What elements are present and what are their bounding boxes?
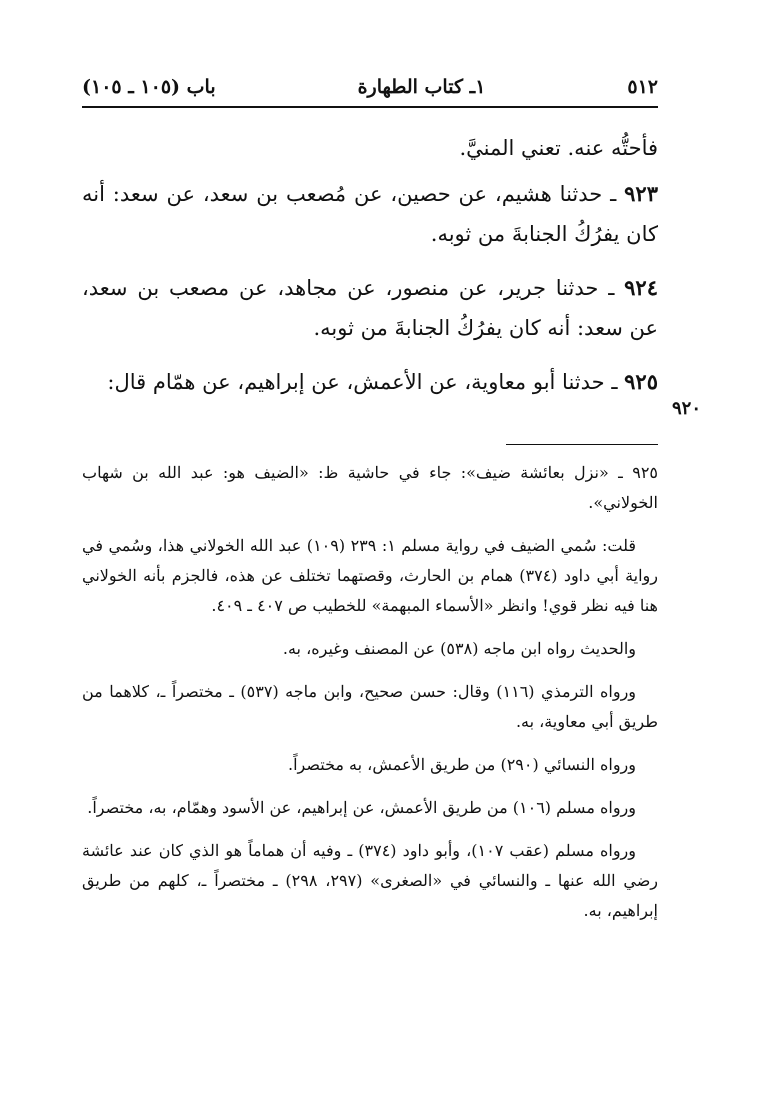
footnote-paragraph: ورواه الترمذي (١١٦) وقال: حسن صحيح، وابن ماجه (٥٣٧) ـ مختصراً ـ، كلاهما من طريق أبي معاوية، به. bbox=[82, 682, 658, 731]
page-number: ٥١٢ bbox=[627, 76, 658, 98]
hadith-number: ٩٢٥ bbox=[624, 369, 658, 394]
margin-hadith-number: ٩٢٠ bbox=[672, 398, 702, 419]
footnote-paragraph: ورواه مسلم (١٠٦) من طريق الأعمش، عن إبراهيم، عن الأسود وهمّام، به، مختصراً. bbox=[87, 798, 636, 817]
footnote-paragraph: والحديث رواه ابن ماجه (٥٣٨) عن المصنف وغيره، به. bbox=[282, 639, 636, 658]
footnote-paragraph: ورواه مسلم (عقب ١٠٧)، وأبو داود (٣٧٤) ـ وفيه أن هماماً هو الذي كان عند عائشة رضي الله عنها ـ والنسائي في «الصغرى» (٢٩٧، ٢٩٨) ـ مختصراً ـ، كلهم من طريق إبراهيم، به. bbox=[82, 841, 659, 920]
hadith-number: ٩٢٣ bbox=[624, 181, 658, 206]
footnote-paragraph: قلت: سُمي الضيف في رواية مسلم ١: ٢٣٩ (١٠٩) عبد الله الخولاني هذا، وسُمي في رواية أبي داود (٣٧٤) همام بن الحارث، وقصتهما تختلف عن هذه، فالجزم بأنه الخولاني هنا فيه نظر قوي! وانظر «الأسماء المبهمة» للخطيب ص ٤٠٧ ـ ٤٠٩. bbox=[82, 536, 658, 615]
chapter-range: باب (١٠٥ ـ ١٠٥) bbox=[82, 76, 216, 98]
main-text bbox=[82, 128, 658, 416]
hadith-924 bbox=[82, 268, 658, 348]
hadith-text: ـ حدثنا أبو معاوية، عن الأعمش، عن إبراهيم، عن همّام قال: bbox=[107, 370, 625, 394]
hadith-text: ـ حدثنا هشيم، عن حصين، عن مُصعب بن سعد، عن سعد: أنه كان يفرُكُ الجنابةَ من ثوبه. bbox=[82, 182, 658, 246]
footnote-paragraph: ٩٢٥ ـ «نزل بعائشة ضيف»: جاء في حاشية ظ: «الضيف هو: عبد الله بن شهاب الخولاني». bbox=[82, 463, 658, 512]
hadith-number: ٩٢٤ bbox=[624, 275, 658, 300]
header-divider bbox=[82, 106, 658, 108]
running-header bbox=[82, 70, 658, 104]
footnote-divider bbox=[506, 444, 658, 445]
book-title: ١ـ كتاب الطهارة bbox=[357, 76, 486, 98]
footnotes bbox=[82, 458, 658, 939]
hadith-925 bbox=[82, 362, 658, 402]
intro-line: فأحتُّه عنه. تعني المنيَّ. bbox=[459, 136, 658, 160]
footnote-paragraph: ورواه النسائي (٢٩٠) من طريق الأعمش، به مختصراً. bbox=[288, 755, 636, 774]
hadith-923 bbox=[82, 174, 658, 254]
hadith-text: ـ حدثنا جرير، عن منصور، عن مجاهد، عن مصعب بن سعد، عن سعد: أنه كان يفرُكُ الجنابةَ من ثوبه. bbox=[82, 276, 658, 340]
